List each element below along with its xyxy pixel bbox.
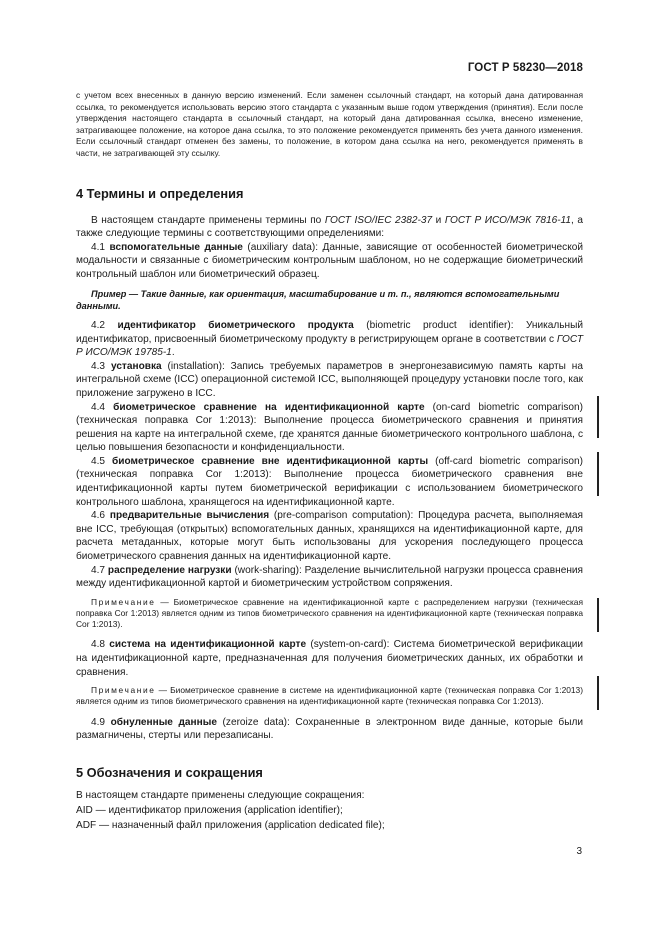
reference-gost-r-iso-iec-7816-11: ГОСТ Р ИСО/МЭК 7816-11: [444, 214, 572, 226]
abbreviation-item: ADF — назначенный файл приложения (application dedicated file);: [76, 819, 385, 831]
change-bar: [597, 598, 599, 632]
term-number: 4.8: [91, 639, 110, 651]
term-name: идентификатор биометрического продукта: [117, 319, 354, 331]
note-label: Примечание: [91, 685, 156, 696]
text-run: и: [432, 214, 445, 226]
term-name: биометрическое сравнение вне идентификационной карты: [112, 455, 429, 467]
term-definition: (pre-comparison computation): Процедура расчета, выполняемая вне ICC, требующая (открытых) вспомогательных данных, хранящихся на идентификационной карте, для расчета метаданных, которые могут быть использованы для ускорения последующего процесса биометрического сравнения данных на идентификационной карте.: [76, 510, 583, 563]
term-number: 4.1: [91, 241, 110, 253]
term-definition: (system-on-card): Система биометрической верификации на идентификационной карте, предназначенная для получения биометрических данных, их обработки и сравнения.: [76, 639, 583, 678]
term-number: 4.3: [91, 360, 111, 372]
reference-gost-r-iso-iec-19785-1: ГОСТ Р ИСО/МЭК 19785-1: [76, 333, 583, 359]
section-5-title: 5 Обозначения и сокращения: [76, 764, 263, 780]
term-4-3: [76, 360, 583, 401]
reference-gost-iso-iec-2382-37: ГОСТ ISO/IEC 2382-37: [324, 214, 433, 226]
text-run: В настоящем стандарте применены термины по: [91, 214, 325, 226]
example-note: Пример — Такие данные, как ориентация, масштабирование и т. п., являются вспомогательными данными.: [76, 288, 560, 311]
term-4-9: [76, 716, 583, 743]
term-4-7: [76, 564, 583, 591]
term-definition: (auxiliary data): Данные, зависящие от особенностей биометрической модальности и связанные с биометрическим контрольным шаблоном, но не содержащие биометрический контрольный шаблон или биометрический образец.: [76, 241, 583, 280]
term-name: вспомогательные данные: [109, 241, 243, 253]
term-number: 4.9: [91, 716, 111, 728]
term-4-1: [76, 241, 583, 282]
term-number: 4.7: [91, 564, 108, 576]
term-4-4: [76, 401, 583, 455]
term-definition: (zeroize data): Сохраненные в электронном виде данные, которые были размагничены, стерты или перезаписаны.: [76, 716, 584, 742]
term-definition: (off-card biometric comparison) (техническая поправка Cor 1:2013): Выполнение процесса биометрического сравнения вне идентификационной карты путем биометрической верификации с использованием биометрического контрольного шаблона, хранящегося на идентификационной карте.: [76, 455, 583, 508]
note-4-7: [76, 597, 583, 631]
page-number: 3: [576, 846, 582, 857]
change-bar: [597, 676, 599, 710]
term-4-5: [76, 455, 583, 509]
note-label: Примечание: [91, 596, 156, 607]
term-number: 4.6: [91, 510, 110, 522]
term-definition: (work-sharing): Разделение вычислительной нагрузки процесса сравнения между идентификационной картой и биометрическим устройством сопряжения.: [76, 564, 583, 590]
intro-paragraph: с учетом всех внесенных в данную версию изменений. Если заменен ссылочный стандарт, на который дана датированная ссылка, то рекомендуется использовать версию этого стандарта с указанным выше годом утверждения (принятия). Если после утверждения настоящего стандарта в ссылочный стандарт, на который дана датированная ссылка, внесено изменение, затрагивающее положение, на которое дана ссылка, то это положение рекомендуется применять без учета данного изменения. Если ссылочный стандарт отменен без замены, то положение, в котором дана ссылка на него, рекомендуется применять в части, не затрагивающей эту ссылку.: [76, 90, 583, 158]
standard-code-header: ГОСТ Р 58230—2018: [467, 62, 583, 74]
text-run: , а также следующие термины с соответствующими определениями:: [76, 214, 584, 240]
term-name: система на идентификационной карте: [109, 639, 307, 651]
term-4-8: [76, 638, 583, 679]
term-name: биометрическое сравнение на идентификационной карте: [113, 401, 425, 413]
change-bar: [597, 452, 599, 496]
section-4-title: 4 Термины и определения: [76, 185, 244, 201]
note-text: — Биометрическое сравнение на идентификационной карте с распределением нагрузки (техническая поправка Cor 1:2013) является одним из типов биометрического сравнения на идентификационной карте (техническая поправка Cor 1:2013).: [76, 596, 583, 630]
term-name: распределение нагрузки: [107, 564, 232, 576]
text-run: .: [171, 347, 175, 359]
change-bar: [597, 396, 599, 438]
section-5-intro: В настоящем стандарте применены следующие сокращения:: [76, 789, 365, 801]
term-name: предварительные вычисления: [109, 510, 270, 522]
term-4-6: [76, 509, 583, 563]
section-4-intro: [76, 214, 583, 241]
term-definition: (biometric product identifier): Уникальный идентификатор, присвоенный биометрическому продукту в регистрирующем органе в соответствии с: [76, 319, 583, 345]
term-name: обнуленные данные: [110, 716, 217, 728]
term-number: 4.5: [91, 455, 113, 467]
term-definition: (installation): Запись требуемых параметров в энергонезависимую память карты на интегральной схеме (ICC) операционной системой ICC, выполняющей процедуру установки после того, как приложение загружено в ICC.: [76, 360, 583, 399]
abbreviation-item: AID — идентификатор приложения (application identifier);: [76, 804, 343, 816]
page-content: [76, 90, 583, 833]
term-number: 4.4: [91, 401, 114, 413]
term-number: 4.2: [91, 319, 118, 331]
term-definition: (on-card biometric comparison) (техническая поправка Cor 1:2013): Выполнение процесса биометрического сравнения и принятия решения на карте на интегральной схеме, где хранятся данные биометрического контрольного шаблона, с целью повышения безопасности и конфиденциальности.: [76, 401, 584, 454]
term-4-2: [76, 319, 583, 360]
note-text: — Биометрическое сравнение в системе на идентификационной карте (техническая поправка Cor 1:2013) является одним из типов биометрического сравнения на идентификационной карте (техническая поправка Cor 1:2013).: [76, 685, 583, 707]
term-name: установка: [110, 360, 162, 372]
note-4-8: [76, 685, 583, 707]
